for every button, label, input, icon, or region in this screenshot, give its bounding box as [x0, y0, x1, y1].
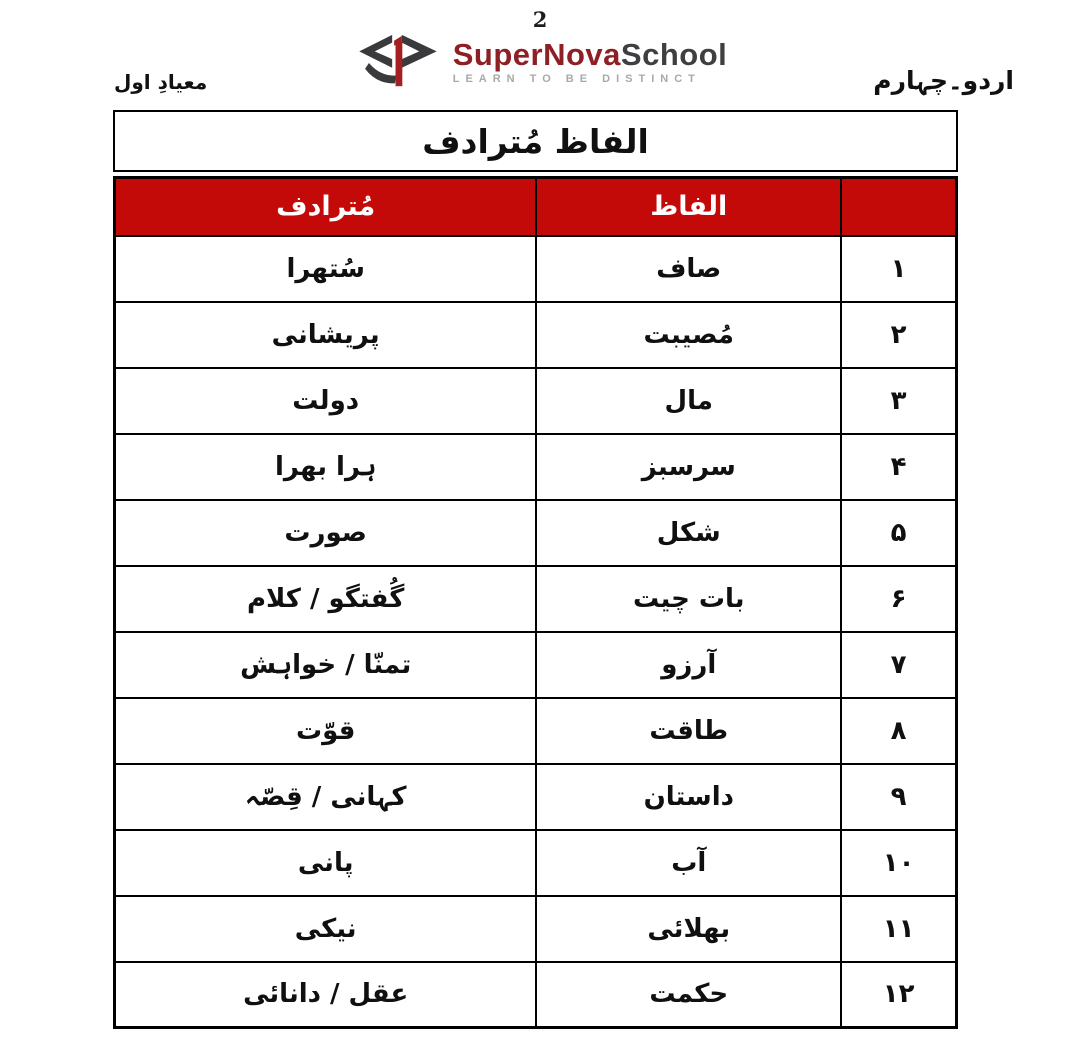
synonym-cell: عقل / دانائی: [115, 962, 537, 1028]
table-row: [115, 368, 957, 434]
word-cell: آب: [536, 830, 841, 896]
table-row: [115, 698, 957, 764]
table-row: [115, 302, 957, 368]
row-number-cell: ۸: [841, 698, 956, 764]
course-label: اردو۔چہارم: [873, 66, 1014, 95]
row-number-cell: ۱: [841, 236, 956, 302]
row-number-cell: ۲: [841, 302, 956, 368]
page-number: 2: [532, 7, 548, 32]
logo-name-primary: SuperNova: [452, 37, 621, 72]
synonyms-table: [113, 176, 958, 1029]
table-row: [115, 896, 957, 962]
row-number-cell: ۱۲: [841, 962, 956, 1028]
synonym-cell: تمنّا / خواہش: [115, 632, 537, 698]
synonym-cell: نیکی: [115, 896, 537, 962]
word-cell: مال: [536, 368, 841, 434]
synonym-cell: پانی: [115, 830, 537, 896]
table-row: [115, 566, 957, 632]
word-cell: آرزو: [536, 632, 841, 698]
word-cell: سرسبز: [536, 434, 841, 500]
row-number-cell: ۱۱: [841, 896, 956, 962]
logo-tagline: LEARN TO BE DISTINCT: [452, 73, 701, 85]
row-number-cell: ۳: [841, 368, 956, 434]
synonym-cell: گُفتگو / کلام: [115, 566, 537, 632]
word-cell: مُصیبت: [536, 302, 841, 368]
synonym-column-header: مُترادف: [115, 178, 537, 236]
synonyms-table-header: [115, 178, 957, 236]
row-number-cell: ۵: [841, 500, 956, 566]
table-row: [115, 500, 957, 566]
logo-name-secondary: School: [620, 37, 728, 72]
row-number-cell: ۱۰: [841, 830, 956, 896]
worksheet-title: الفاظ مُترادف: [113, 110, 958, 172]
worksheet-sheet: [113, 110, 958, 1029]
synonym-cell: سُتھرا: [115, 236, 537, 302]
synonym-cell: پریشانی: [115, 302, 537, 368]
synonyms-table-body: [115, 236, 957, 1028]
logo-name: [453, 39, 728, 70]
logo-text: [453, 39, 728, 85]
word-cell: صاف: [536, 236, 841, 302]
word-cell: بات چیت: [536, 566, 841, 632]
graduation-cap-icon: [353, 32, 441, 92]
row-number-cell: ۴: [841, 434, 956, 500]
synonym-cell: صورت: [115, 500, 537, 566]
row-number-cell: ۹: [841, 764, 956, 830]
row-number-cell: ۷: [841, 632, 956, 698]
word-cell: شکل: [536, 500, 841, 566]
word-cell: حکمت: [536, 962, 841, 1028]
synonym-cell: دولت: [115, 368, 537, 434]
header-row: [115, 178, 957, 236]
word-cell: بھلائی: [536, 896, 841, 962]
term-label: معیادِ اول: [114, 70, 208, 94]
word-column-header: الفاظ: [536, 178, 841, 236]
synonym-cell: کہانی / قِصّہ: [115, 764, 537, 830]
table-row: [115, 764, 957, 830]
page-header: [0, 32, 1080, 104]
number-column-header: [841, 178, 956, 236]
row-number-cell: ۶: [841, 566, 956, 632]
synonym-cell: قوّت: [115, 698, 537, 764]
word-cell: داستان: [536, 764, 841, 830]
table-row: [115, 830, 957, 896]
table-row: [115, 632, 957, 698]
table-row: [115, 962, 957, 1028]
table-row: [115, 236, 957, 302]
synonym-cell: ہرا بھرا: [115, 434, 537, 500]
word-cell: طاقت: [536, 698, 841, 764]
table-row: [115, 434, 957, 500]
